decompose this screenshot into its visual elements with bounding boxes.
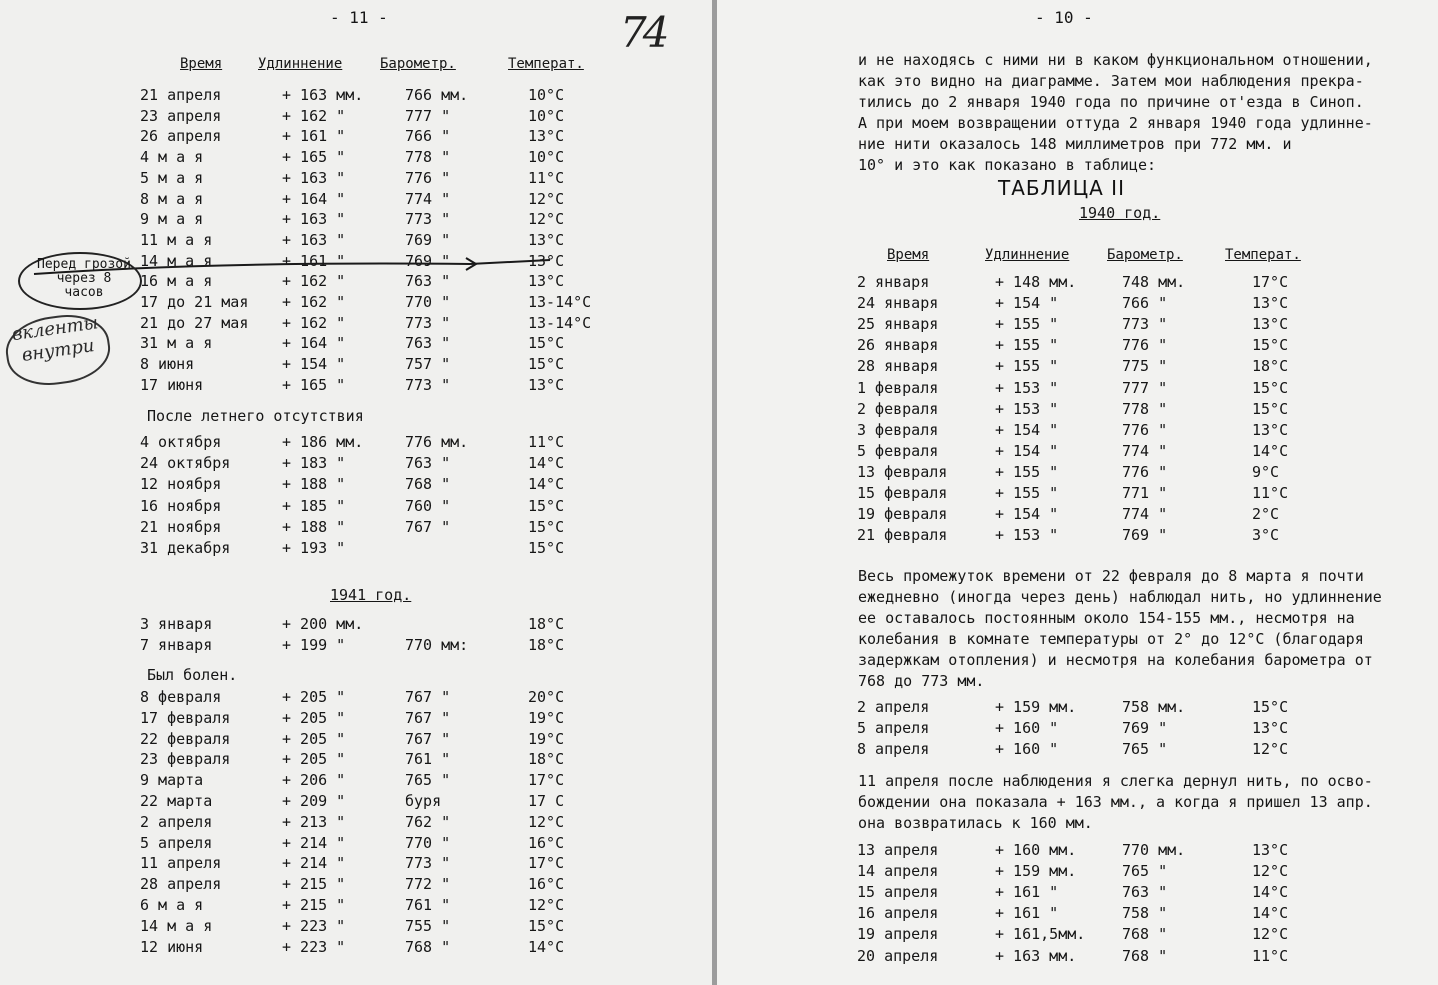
cell-barometer: 776 мм. <box>405 433 469 451</box>
cell-barometer: 774 " <box>1122 505 1168 524</box>
cell-elongation: + 205 " <box>282 688 346 706</box>
cell-date: 15 апреля <box>857 883 939 902</box>
cell-date: 1 февраля <box>857 378 939 397</box>
cell-elongation: + 160 " <box>995 740 1059 758</box>
cell-elongation: + 185 " <box>282 496 346 515</box>
cell-temperature: 12°C <box>1252 925 1289 944</box>
header-elongation: Удлиннение <box>258 56 343 72</box>
cell-date: 16 апреля <box>857 904 939 923</box>
cell-date: 13 февраля <box>857 462 948 481</box>
cell-elongation: + 162 " <box>282 293 346 311</box>
cell-date: 25 января <box>857 315 939 334</box>
cell-barometer: 773 " <box>405 854 451 873</box>
text-line: ние нити оказалось 148 миллиметров при 772 мм. и <box>858 135 1292 153</box>
cell-temperature: 13°C <box>528 230 565 249</box>
cell-elongation: + 209 " <box>282 792 346 810</box>
cell-barometer: 771 " <box>1122 484 1168 502</box>
cell-temperature: 10°C <box>528 106 565 125</box>
cell-date: 13 апреля <box>857 841 939 859</box>
cell-barometer: 765 " <box>1122 862 1168 881</box>
cell-date: 31 декабря <box>140 539 231 557</box>
cell-elongation: + 161 " <box>995 883 1059 902</box>
cell-barometer: 773 " <box>1122 315 1168 334</box>
cell-date: 21 ноября <box>140 517 222 536</box>
cell-temperature: 12°C <box>1252 862 1289 881</box>
cell-date: 8 июня <box>140 355 195 374</box>
cell-temperature: 12°C <box>528 896 565 914</box>
cell-elongation: + 199 " <box>282 635 346 654</box>
summer-absence-label: После летнего отсутствия <box>147 407 364 425</box>
cell-temperature: 17°C <box>1252 273 1289 291</box>
cell-date: 8 апреля <box>857 740 930 758</box>
cell-elongation: + 188 " <box>282 517 346 536</box>
cell-date: 23 апреля <box>140 106 222 125</box>
cell-temperature: 13°C <box>1252 841 1289 859</box>
handwritten-margin-note: вкленты внутри <box>2 309 114 391</box>
cell-elongation: + 153 " <box>995 378 1059 397</box>
cell-temperature: 16°C <box>528 833 565 852</box>
cell-date: 28 апреля <box>140 875 222 894</box>
cell-barometer: 768 " <box>1122 925 1168 944</box>
cell-temperature: 14°C <box>1252 441 1289 460</box>
cell-temperature: 15°C <box>1252 399 1289 418</box>
cell-barometer: 769 " <box>405 230 451 249</box>
cell-elongation: + 155 " <box>995 357 1059 376</box>
cell-temperature: 13°C <box>1252 315 1289 334</box>
cell-barometer: 774 " <box>405 189 451 208</box>
cell-elongation: + 205 " <box>282 708 346 727</box>
cell-barometer: 768 " <box>405 937 451 956</box>
header-elongation: Удлиннение <box>985 247 1070 263</box>
cell-barometer: 767 " <box>405 517 451 536</box>
cell-date: 5 апреля <box>140 833 213 852</box>
cell-temperature: 10°C <box>528 86 565 104</box>
cell-temperature: 16°C <box>528 875 565 894</box>
cell-barometer: 770 мм: <box>405 635 469 654</box>
cell-elongation: + 186 мм. <box>282 433 364 451</box>
text-line: ежедневно (иногда через день) наблюдал нить, но удлиннение <box>858 588 1382 606</box>
cell-barometer: 757 " <box>405 355 451 374</box>
cell-barometer: 770 мм. <box>1122 841 1186 859</box>
cell-barometer: 761 " <box>405 896 451 914</box>
cell-elongation: + 205 " <box>282 729 346 748</box>
cell-temperature: 17°C <box>528 854 565 873</box>
cell-elongation: + 154 " <box>995 420 1059 439</box>
cell-temperature: 13°C <box>528 272 565 291</box>
cell-barometer: 773 " <box>405 210 451 229</box>
cell-elongation: + 160 " <box>995 719 1059 737</box>
cell-temperature: 14°C <box>528 475 565 494</box>
cell-elongation: + 163 " <box>282 210 346 229</box>
cell-barometer: 769 " <box>1122 719 1168 737</box>
cell-date: 17 до 21 мая <box>140 293 249 311</box>
table-title: ТАБЛИЦА II <box>998 176 1125 200</box>
cell-date: 19 февраля <box>857 505 948 524</box>
cell-barometer: 778 " <box>1122 399 1168 418</box>
cell-temperature: 18°C <box>1252 357 1289 376</box>
cell-temperature: 17 C <box>528 792 565 810</box>
cell-date: 5 февраля <box>857 441 939 460</box>
cell-elongation: + 193 " <box>282 539 346 557</box>
cell-barometer: 766 " <box>405 127 451 146</box>
cell-elongation: + 205 " <box>282 750 346 769</box>
text-line: и не находясь с ними ни в каком функциональном отношении, <box>858 51 1373 69</box>
cell-temperature: 15°C <box>528 496 565 515</box>
text-line: ее оставалось постоянным около 154-155 мм., несмотря на <box>858 609 1355 627</box>
handwritten-page-number: 74 <box>620 8 666 57</box>
cell-elongation: + 154 " <box>995 441 1059 460</box>
cell-barometer: 760 " <box>405 496 451 515</box>
cell-date: 20 апреля <box>857 946 939 965</box>
text-line: бождении она показала + 163 мм., а когда я пришел 13 апр. <box>858 793 1373 811</box>
cell-elongation: + 155 " <box>995 315 1059 334</box>
cell-temperature: 13°C <box>1252 294 1289 313</box>
cell-date: 5 апреля <box>857 719 930 737</box>
cell-elongation: + 159 мм. <box>995 698 1077 716</box>
cell-barometer: 777 " <box>405 106 451 125</box>
cell-elongation: + 160 мм. <box>995 841 1077 859</box>
cell-date: 19 апреля <box>857 925 939 944</box>
cell-barometer: 776 " <box>1122 462 1168 481</box>
cell-barometer: 769 " <box>1122 526 1168 545</box>
header-temperature: Температ. <box>1225 247 1301 263</box>
cell-barometer: 765 " <box>405 771 451 790</box>
year-1940-title: 1940 год. <box>1079 204 1161 222</box>
cell-elongation: + 162 " <box>282 313 346 332</box>
cell-barometer: 766 " <box>1122 294 1168 313</box>
cell-elongation: + 153 " <box>995 526 1059 545</box>
cell-temperature: 15°C <box>1252 336 1289 355</box>
cell-elongation: + 155 " <box>995 462 1059 481</box>
cell-barometer: 766 мм. <box>405 86 469 104</box>
cell-barometer: буря <box>405 792 442 810</box>
header-time: Время <box>180 56 223 72</box>
cell-date: 2 февраля <box>857 399 939 418</box>
cell-temperature: 17°C <box>528 771 565 790</box>
cell-temperature: 11°C <box>1252 946 1289 965</box>
cell-barometer: 755 " <box>405 916 451 935</box>
cell-date: 22 февраля <box>140 729 231 748</box>
cell-date: 26 апреля <box>140 127 222 146</box>
cell-barometer: 768 " <box>1122 946 1168 965</box>
cell-elongation: + 165 " <box>282 375 346 394</box>
cell-date: 2 января <box>857 273 930 291</box>
cell-temperature: 12°C <box>1252 740 1289 758</box>
text-line: А при моем возвращении оттуда 2 января 1940 года удлинне- <box>858 114 1373 132</box>
cell-date: 28 января <box>857 357 939 376</box>
cell-barometer: 767 " <box>405 688 451 706</box>
cell-temperature: 13°C <box>528 251 565 270</box>
cell-date: 22 марта <box>140 792 213 810</box>
cell-elongation: + 223 " <box>282 916 346 935</box>
cell-barometer: 762 " <box>405 812 451 831</box>
cell-date: 4 октября <box>140 433 222 451</box>
left-page <box>0 0 713 985</box>
cell-barometer: 763 " <box>405 272 451 291</box>
cell-date: 17 июня <box>140 375 204 394</box>
cell-date: 24 октября <box>140 454 231 473</box>
cell-temperature: 15°C <box>528 916 565 935</box>
cell-barometer: 767 " <box>405 729 451 748</box>
header-time: Время <box>887 247 930 263</box>
cell-temperature: 19°C <box>528 729 565 748</box>
cell-temperature: 13-14°C <box>528 293 592 311</box>
cell-temperature: 14°C <box>1252 883 1289 902</box>
cell-date: 11 апреля <box>140 854 222 873</box>
cell-elongation: + 155 " <box>995 484 1059 502</box>
cell-barometer: 767 " <box>405 708 451 727</box>
cell-temperature: 15°C <box>528 334 565 353</box>
text-line: колебания в комнате температуры от 2° до 12°C (благодаря <box>858 630 1364 648</box>
cell-date: 15 февраля <box>857 484 948 502</box>
cell-date: 21 февраля <box>857 526 948 545</box>
cell-date: 24 января <box>857 294 939 313</box>
cell-date: 14 м а я <box>140 251 213 270</box>
cell-elongation: + 154 " <box>995 505 1059 524</box>
cell-temperature: 15°C <box>1252 378 1289 397</box>
cell-elongation: + 163 мм. <box>995 946 1077 965</box>
cell-barometer: 770 " <box>405 833 451 852</box>
text-line: 10° и это как показано в таблице: <box>858 156 1157 174</box>
cell-elongation: + 164 " <box>282 189 346 208</box>
cell-elongation: + 162 " <box>282 106 346 125</box>
cell-date: 5 м а я <box>140 168 204 187</box>
cell-temperature: 9°C <box>1252 462 1280 481</box>
cell-elongation: + 159 мм. <box>995 862 1077 881</box>
cell-temperature: 13°C <box>528 127 565 146</box>
cell-temperature: 12°C <box>528 210 565 229</box>
cell-temperature: 12°C <box>528 812 565 831</box>
cell-temperature: 15°C <box>528 517 565 536</box>
cell-barometer: 774 " <box>1122 441 1168 460</box>
cell-elongation: + 153 " <box>995 399 1059 418</box>
cell-elongation: + 164 " <box>282 334 346 353</box>
cell-date: 11 м а я <box>140 230 213 249</box>
cell-elongation: + 162 " <box>282 272 346 291</box>
header-temperature: Температ. <box>508 56 584 72</box>
cell-elongation: + 161 " <box>282 127 346 146</box>
cell-elongation: + 154 " <box>995 294 1059 313</box>
cell-barometer: 768 " <box>405 475 451 494</box>
cell-date: 12 ноября <box>140 475 222 494</box>
cell-elongation: + 155 " <box>995 336 1059 355</box>
header-barometer: Барометр. <box>380 56 456 72</box>
cell-date: 23 февраля <box>140 750 231 769</box>
cell-temperature: 18°C <box>528 750 565 769</box>
cell-barometer: 776 " <box>1122 420 1168 439</box>
year-1941-title: 1941 год. <box>330 586 412 604</box>
cell-temperature: 13°C <box>1252 420 1289 439</box>
cell-elongation: + 183 " <box>282 454 346 473</box>
cell-elongation: + 188 " <box>282 475 346 494</box>
cell-barometer: 758 мм. <box>1122 698 1186 716</box>
cell-temperature: 15°C <box>1252 698 1289 716</box>
cell-elongation: + 163 " <box>282 230 346 249</box>
cell-barometer: 775 " <box>1122 357 1168 376</box>
cell-date: 2 апреля <box>857 698 930 716</box>
text-line: она возвратилась к 160 мм. <box>858 814 1093 832</box>
cell-temperature: 13°C <box>1252 719 1289 737</box>
cell-temperature: 13°C <box>528 375 565 394</box>
cell-elongation: + 214 " <box>282 833 346 852</box>
cell-date: 9 м а я <box>140 210 204 229</box>
cell-elongation: + 161 " <box>282 251 346 270</box>
cell-date: 3 января <box>140 615 213 633</box>
cell-barometer: 770 " <box>405 293 451 311</box>
cell-elongation: + 215 " <box>282 896 346 914</box>
cell-barometer: 776 " <box>405 168 451 187</box>
cell-elongation: + 213 " <box>282 812 346 831</box>
text-line: 768 до 773 мм. <box>858 672 985 690</box>
cell-date: 16 м а я <box>140 272 213 291</box>
cell-date: 9 марта <box>140 771 204 790</box>
cell-barometer: 748 мм. <box>1122 273 1186 291</box>
cell-barometer: 772 " <box>405 875 451 894</box>
cell-elongation: + 148 мм. <box>995 273 1077 291</box>
cell-barometer: 763 " <box>405 334 451 353</box>
text-line: задержкам отопления) и несмотря на колебания барометра от <box>858 651 1373 669</box>
cell-temperature: 15°C <box>528 355 565 374</box>
cell-temperature: 13-14°C <box>528 313 592 332</box>
cell-barometer: 763 " <box>1122 883 1168 902</box>
cell-elongation: + 165 " <box>282 148 346 167</box>
cell-temperature: 11°C <box>528 433 565 451</box>
cell-date: 8 м а я <box>140 189 204 208</box>
cell-barometer: 778 " <box>405 148 451 167</box>
cell-date: 16 ноября <box>140 496 222 515</box>
cell-elongation: + 161,5мм. <box>995 925 1086 944</box>
cell-date: 26 января <box>857 336 939 355</box>
cell-temperature: 20°C <box>528 688 565 706</box>
cell-temperature: 15°C <box>528 539 565 557</box>
cell-date: 7 января <box>140 635 213 654</box>
cell-date: 17 февраля <box>140 708 231 727</box>
cell-elongation: + 206 " <box>282 771 346 790</box>
cell-elongation: + 215 " <box>282 875 346 894</box>
storm-note: Перед грозой через 8 часов <box>37 257 131 300</box>
cell-date: 31 м а я <box>140 334 213 353</box>
cell-date: 14 апреля <box>857 862 939 881</box>
cell-temperature: 11°C <box>528 168 565 187</box>
cell-date: 3 февраля <box>857 420 939 439</box>
page-number: - 11 - <box>330 8 388 27</box>
text-line: тились до 2 января 1940 года по причине от'езда в Синоп. <box>858 93 1364 111</box>
cell-date: 12 июня <box>140 937 204 956</box>
cell-date: 14 м а я <box>140 916 213 935</box>
cell-temperature: 2°C <box>1252 505 1280 524</box>
header-barometer: Барометр. <box>1107 247 1183 263</box>
cell-barometer: 773 " <box>405 375 451 394</box>
cell-barometer: 758 " <box>1122 904 1168 923</box>
cell-temperature: 10°C <box>528 148 565 167</box>
cell-elongation: + 161 " <box>995 904 1059 923</box>
cell-date: 2 апреля <box>140 812 213 831</box>
page-number: - 10 - <box>1035 8 1093 27</box>
cell-barometer: 769 " <box>405 251 451 270</box>
cell-temperature: 12°C <box>528 189 565 208</box>
cell-barometer: 765 " <box>1122 740 1168 758</box>
cell-date: 21 до 27 мая <box>140 313 249 332</box>
cell-temperature: 18°C <box>528 615 565 633</box>
cell-temperature: 14°C <box>528 454 565 473</box>
cell-barometer: 761 " <box>405 750 451 769</box>
cell-temperature: 14°C <box>1252 904 1289 923</box>
cell-barometer: 776 " <box>1122 336 1168 355</box>
cell-barometer: 773 " <box>405 313 451 332</box>
cell-date: 8 февраля <box>140 688 222 706</box>
cell-temperature: 19°C <box>528 708 565 727</box>
cell-date: 21 апреля <box>140 86 222 104</box>
cell-temperature: 18°C <box>528 635 565 654</box>
cell-temperature: 11°C <box>1252 484 1289 502</box>
text-line: как это видно на диаграмме. Затем мои наблюдения прекра- <box>858 72 1364 90</box>
cell-barometer: 777 " <box>1122 378 1168 397</box>
sick-label: Был болен. <box>147 666 238 684</box>
text-line: Весь промежуток времени от 22 февраля до 8 марта я почти <box>858 567 1364 585</box>
cell-date: 4 м а я <box>140 148 204 167</box>
cell-date: 6 м а я <box>140 896 204 914</box>
cell-elongation: + 154 " <box>282 355 346 374</box>
cell-temperature: 14°C <box>528 937 565 956</box>
cell-elongation: + 163 " <box>282 168 346 187</box>
cell-barometer: 763 " <box>405 454 451 473</box>
text-line: 11 апреля после наблюдения я слегка дернул нить, по осво- <box>858 772 1373 790</box>
cell-elongation: + 163 мм. <box>282 86 364 104</box>
cell-elongation: + 214 " <box>282 854 346 873</box>
cell-elongation: + 200 мм. <box>282 615 364 633</box>
right-page <box>717 0 1438 985</box>
cell-elongation: + 223 " <box>282 937 346 956</box>
cell-temperature: 3°C <box>1252 526 1280 545</box>
